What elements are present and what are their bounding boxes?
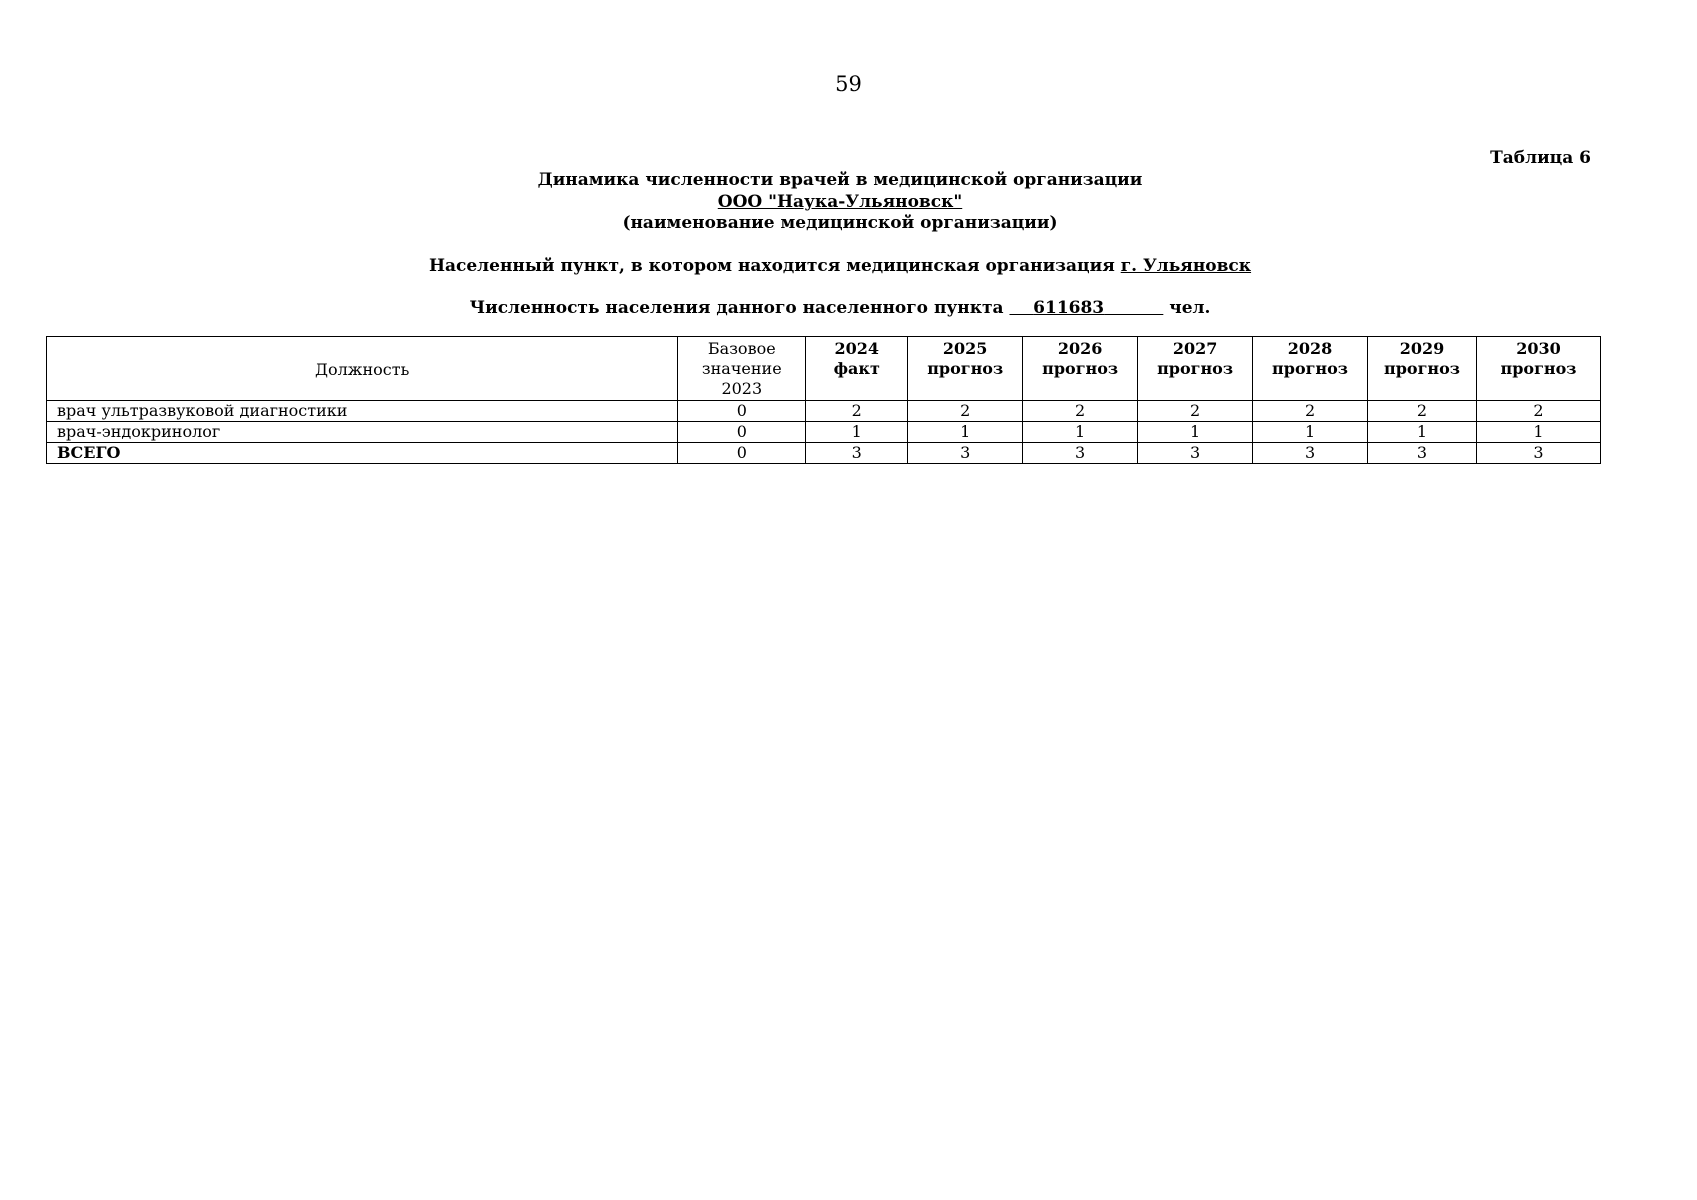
table-label: Таблица 6 bbox=[1490, 148, 1591, 168]
value-cell: 1 bbox=[1023, 422, 1138, 443]
table-total-row bbox=[47, 443, 1601, 464]
table-header-row bbox=[47, 337, 1601, 401]
value-cell: 2 bbox=[1138, 401, 1253, 422]
year-header-2027 bbox=[1138, 337, 1253, 401]
organization-caption: (наименование медицинской организации) bbox=[622, 213, 1058, 233]
value-cell: 1 bbox=[806, 422, 908, 443]
year-header-kind: прогноз bbox=[1042, 359, 1119, 378]
value-cell: 3 bbox=[1253, 443, 1368, 464]
year-header-year: 2026 bbox=[1057, 339, 1103, 358]
value-cell: 1 bbox=[908, 422, 1023, 443]
value-cell: 3 bbox=[1476, 443, 1600, 464]
year-header-2030 bbox=[1476, 337, 1600, 401]
year-header-2025 bbox=[908, 337, 1023, 401]
year-header-2024 bbox=[806, 337, 908, 401]
year-header-2029 bbox=[1368, 337, 1477, 401]
value-cell: 3 bbox=[806, 443, 908, 464]
base-header-line: Базовое bbox=[707, 339, 776, 358]
organization-name-text: ООО "Наука-Ульяновск" bbox=[717, 192, 963, 212]
year-header-year: 2025 bbox=[942, 339, 988, 358]
total-label-cell: ВСЕГО bbox=[47, 443, 678, 464]
table-row bbox=[47, 422, 1601, 443]
position-cell: врач ультразвуковой диагностики bbox=[47, 401, 678, 422]
value-cell: 1 bbox=[1368, 422, 1477, 443]
position-header: Должность bbox=[47, 337, 678, 401]
value-cell: 1 bbox=[1476, 422, 1600, 443]
year-header-year: 2027 bbox=[1172, 339, 1218, 358]
year-header-kind: прогноз bbox=[1272, 359, 1349, 378]
value-cell: 2 bbox=[908, 401, 1023, 422]
population-unit: чел. bbox=[1169, 298, 1211, 318]
value-cell: 2 bbox=[1368, 401, 1477, 422]
population-value-text: 611683 bbox=[1033, 298, 1105, 318]
value-cell: 0 bbox=[678, 422, 806, 443]
value-cell: 0 bbox=[678, 443, 806, 464]
value-cell: 0 bbox=[678, 401, 806, 422]
base-header-line: значение bbox=[701, 359, 782, 378]
position-cell: врач-эндокринолог bbox=[47, 422, 678, 443]
year-header-year: 2029 bbox=[1399, 339, 1445, 358]
locality-line bbox=[0, 256, 1680, 276]
value-cell: 2 bbox=[1023, 401, 1138, 422]
value-cell: 2 bbox=[806, 401, 908, 422]
base-header bbox=[678, 337, 806, 401]
year-header-year: 2024 bbox=[834, 339, 879, 358]
year-header-kind: прогноз bbox=[927, 359, 1004, 378]
population-line bbox=[0, 298, 1680, 318]
value-cell: 1 bbox=[1253, 422, 1368, 443]
value-cell: 2 bbox=[1476, 401, 1600, 422]
year-header-kind: прогноз bbox=[1500, 359, 1577, 378]
table-row bbox=[47, 401, 1601, 422]
value-cell: 2 bbox=[1253, 401, 1368, 422]
organization-name bbox=[0, 192, 1680, 212]
year-header-kind: прогноз bbox=[1384, 359, 1460, 378]
base-header-line: 2023 bbox=[721, 379, 763, 398]
population-label: Численность населения данного населенного пункта bbox=[469, 298, 1004, 318]
year-header-2026 bbox=[1023, 337, 1138, 401]
year-header-kind: прогноз bbox=[1157, 359, 1234, 378]
page-number: 59 bbox=[835, 72, 862, 96]
year-header-2028 bbox=[1253, 337, 1368, 401]
locality-label: Населенный пункт, в котором находится медицинская организация bbox=[428, 256, 1115, 276]
value-cell: 1 bbox=[1138, 422, 1253, 443]
year-header-year: 2030 bbox=[1516, 339, 1561, 358]
value-cell: 3 bbox=[908, 443, 1023, 464]
document-title: Динамика численности врачей в медицинской организации bbox=[537, 170, 1143, 190]
year-header-kind: факт bbox=[833, 359, 880, 378]
locality-value: г. Ульяновск bbox=[1120, 256, 1252, 276]
value-cell: 3 bbox=[1138, 443, 1253, 464]
doctors-table bbox=[46, 336, 1601, 464]
population-value bbox=[1009, 298, 1163, 318]
year-header-year: 2028 bbox=[1287, 339, 1333, 358]
value-cell: 3 bbox=[1368, 443, 1477, 464]
value-cell: 3 bbox=[1023, 443, 1138, 464]
